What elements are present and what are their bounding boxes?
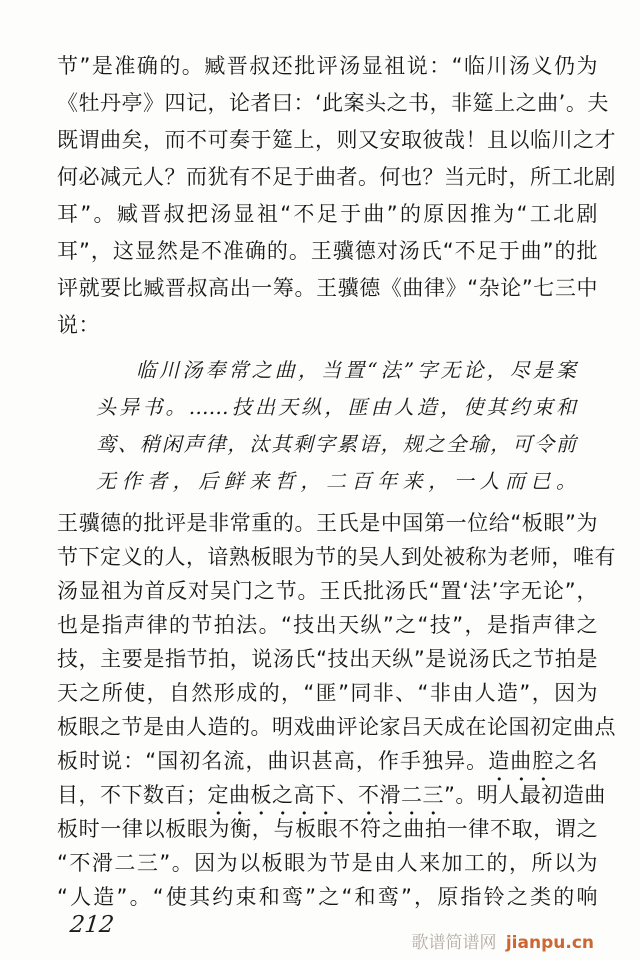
text-segment: 技，主要是指节拍，说汤氏“技出天纵”是说汤氏之节拍是 xyxy=(57,647,598,671)
emphasized-text: 定曲板之高下 xyxy=(207,783,337,807)
text-line xyxy=(57,196,598,233)
page-number: 212 xyxy=(68,912,116,938)
text-segment: 《牡丹亭》四记，论者曰：‘此案头之书，非筵上之曲’。夫 xyxy=(57,91,609,115)
paragraph-2 xyxy=(57,506,616,914)
text-line xyxy=(57,846,598,880)
text-segment: 汤显祖为首反对吴门之节。王氏批汤氏“置‘法’字无论”， xyxy=(57,579,598,603)
text-line xyxy=(57,812,598,846)
emphasized-text: 造曲腔 xyxy=(488,749,555,773)
text-segment: 之名 xyxy=(554,749,598,773)
text-line xyxy=(57,574,598,608)
emphasized-text: 不滑二三 xyxy=(358,783,444,807)
text-segment: 评就要比臧晋叔高出一筹。王骥德《曲律》“杂论”七三中 xyxy=(57,276,598,300)
text-line xyxy=(57,744,598,778)
block-quote xyxy=(96,352,576,500)
text-segment: “人造”。“使其约束和鸾”之“和鸾”，原指铃之类的响 xyxy=(57,885,598,909)
paragraph-1 xyxy=(57,48,616,344)
text-line xyxy=(57,270,598,307)
text-segment: 板时说：“国初名流，曲识甚高，作手独异。 xyxy=(57,749,489,773)
text-segment: 头异书。……技出天纵，匪由人造，使其约束和 xyxy=(96,395,576,419)
text-segment: 板眼之节是由人造的。明戏曲评论家吕天成在论国初定曲点 xyxy=(57,715,616,739)
text-line xyxy=(57,233,598,270)
text-line xyxy=(57,642,598,676)
text-line xyxy=(96,426,576,463)
text-line xyxy=(57,778,606,812)
text-segment: 也是指声律的节拍法。“技出天纵”之“技”，是指声律之 xyxy=(57,613,598,637)
text-segment: 耳”，这显然是不准确的。王骥德对汤氏“不足于曲”的批 xyxy=(57,239,598,263)
text-line xyxy=(57,307,598,344)
text-line xyxy=(57,710,616,744)
text-segment: 、 xyxy=(336,783,358,807)
text-segment: 既谓曲矣，而不可奏于筵上，则又安取彼哉！且以临川之才 xyxy=(57,128,616,152)
text-segment: 板时一律以板眼为衡，与板眼不符之曲拍一律不取，谓之 xyxy=(57,817,598,841)
text-segment: 何必减元人？而犹有不足于曲者。何也？当元时，所工北剧 xyxy=(57,165,616,189)
text-segment: 耳”。臧晋叔把汤显祖“不足于曲”的原因推为“工北剧 xyxy=(57,202,598,226)
text-segment: ”。明人最初造曲 xyxy=(444,783,606,807)
text-segment: 说： xyxy=(57,313,100,337)
text-line xyxy=(57,159,616,196)
text-segment: 无作者，后鲜来哲，二百年来，一人而已。 xyxy=(96,469,576,493)
text-segment: 目，不下数百； xyxy=(57,783,208,807)
watermark-site-url: jianpu.cn xyxy=(505,933,594,953)
text-line xyxy=(57,608,598,642)
text-line xyxy=(96,389,576,426)
text-line xyxy=(96,352,576,389)
text-segment: “不滑二三”。因为以板眼为节是由人来加工的，所以为 xyxy=(57,851,598,875)
text-line xyxy=(57,506,598,540)
text-segment: 节下定义的人，谙熟板眼为节的吴人到处被称为老师，唯有 xyxy=(57,545,616,569)
text-segment: 王骥德的批评是非常重的。王氏是中国第一位给“板眼”为 xyxy=(57,511,598,535)
text-segment: 天之所使，自然形成的，“匪”同非、“非由人造”，因为 xyxy=(57,681,598,705)
text-line xyxy=(57,676,598,710)
text-line xyxy=(57,85,609,122)
text-line xyxy=(96,463,576,500)
text-segment: 临川汤奉常之曲，当置“法”字无论，尽是案 xyxy=(136,358,576,382)
text-segment: 节”是准确的。臧晋叔还批评汤显祖说：“临川汤义仍为 xyxy=(57,54,598,78)
text-line xyxy=(57,122,616,159)
text-segment: 鸾、稍闲声律，汰其剩字累语，规之全瑜，可令前 xyxy=(96,432,576,456)
watermark xyxy=(411,928,594,953)
text-line xyxy=(57,540,616,574)
watermark-site-name: 歌谱简谱网 xyxy=(411,933,497,953)
text-line xyxy=(57,48,598,85)
text-line xyxy=(57,880,598,914)
